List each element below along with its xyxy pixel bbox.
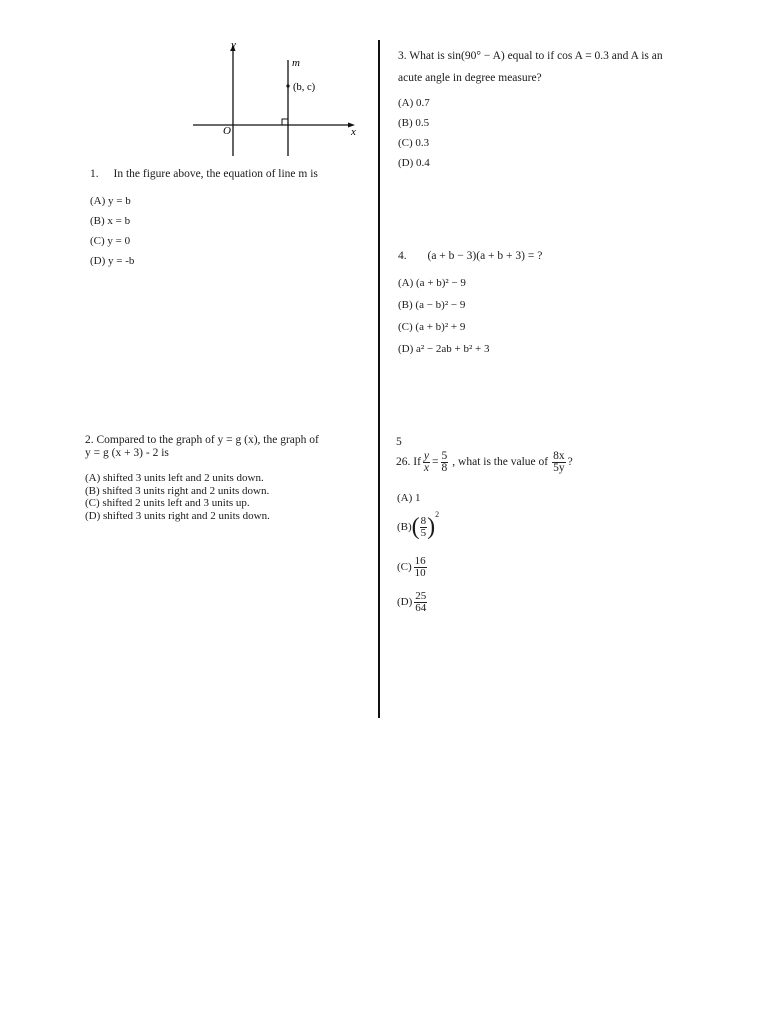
q2-line-2: y = g (x + 3) - 2 is xyxy=(85,447,169,459)
q4-number: 4. xyxy=(398,250,407,262)
q3-option-d[interactable]: (D) 0.4 xyxy=(398,157,430,169)
q3-stem xyxy=(398,45,663,89)
q26-option-d-fraction: $\frac{25}{64}$ xyxy=(415,589,427,614)
q26-option-d[interactable]: (D) $\frac{25}{64}$ xyxy=(397,589,427,614)
q3-option-a[interactable]: (A) 0.7 xyxy=(398,97,430,109)
q26-option-c-fraction: $\frac{16}{10}$ xyxy=(414,554,426,579)
q1-text: In the figure above, the equation of line m is xyxy=(113,168,318,180)
q26-option-c[interactable]: (C) $\frac{16}{10}$ xyxy=(397,554,426,579)
x-label: x xyxy=(351,126,356,138)
coordinate-figure xyxy=(185,38,365,163)
q26-lead: 26. If xyxy=(396,456,421,468)
q26-mid-text: , what is the value of xyxy=(452,456,549,468)
q26-option-a[interactable]: (A) 1 xyxy=(397,492,421,504)
q26-question-mark: ? xyxy=(567,456,573,468)
y-label: y xyxy=(231,39,236,51)
q4-expression: (a + b − 3)(a + b + 3) = ? xyxy=(427,250,543,262)
q1-options xyxy=(90,191,134,271)
q3-options xyxy=(398,93,430,173)
column-divider xyxy=(378,40,380,718)
q1-option-a[interactable]: (A) y = b xyxy=(90,195,131,207)
origin-label: O xyxy=(223,125,231,137)
point-b-c xyxy=(286,84,289,87)
point-label: (b, c) xyxy=(293,82,316,93)
q1-option-d[interactable]: (D) y = -b xyxy=(90,255,135,267)
q2-option-a[interactable]: (A) shifted 3 units left and 2 units down. xyxy=(85,472,264,484)
q2-option-b[interactable]: (B) shifted 3 units right and 2 units down. xyxy=(85,484,270,497)
q4-option-b[interactable]: (B) (a − b)² − 9 xyxy=(398,299,466,311)
q2-line-1: 2. Compared to the graph of y = g (x), the graph of xyxy=(85,434,319,446)
q26-fraction-5-over-8: $\frac{5}{8}$ xyxy=(441,449,448,474)
q1-option-b[interactable]: (B) x = b xyxy=(90,215,131,227)
q3-option-b[interactable]: (B) 0.5 xyxy=(398,117,430,129)
q2-option-d[interactable]: (D) shifted 3 units right and 2 units down. xyxy=(85,509,270,522)
q1-number: 1. xyxy=(90,168,99,180)
q2-stem xyxy=(85,434,319,460)
q4-options xyxy=(398,272,490,360)
q4-stem xyxy=(398,250,542,262)
q3-line-1: 3. What is sin(90° − A) equal to if cos A = 0.3 and A is an xyxy=(398,50,663,62)
q26-equals: = xyxy=(432,456,439,468)
q4-option-d[interactable]: (D) a² − 2ab + b² + 3 xyxy=(398,343,490,355)
q3-option-c[interactable]: (C) 0.3 xyxy=(398,137,430,149)
right-angle-marker xyxy=(282,119,288,125)
q1-stem xyxy=(90,168,318,180)
q26-fraction-8x-over-5y: $\frac{8x}{5y}$ xyxy=(553,449,565,474)
q26-option-b-fraction: $\frac{8}{5}$ xyxy=(420,514,427,539)
q26-stray-number: 5 xyxy=(396,436,402,448)
q4-option-c[interactable]: (C) (a + b)² + 9 xyxy=(398,321,466,333)
q4-option-a[interactable]: (A) (a + b)² − 9 xyxy=(398,277,466,289)
q1-option-c[interactable]: (C) y = 0 xyxy=(90,235,131,247)
q26-stem xyxy=(396,445,573,479)
q2-option-c[interactable]: (C) shifted 2 units left and 3 units up. xyxy=(85,497,250,509)
line-m-label: m xyxy=(292,57,300,69)
q2-options xyxy=(85,472,270,522)
q3-line-2: acute angle in degree measure? xyxy=(398,72,542,84)
q26-option-b[interactable]: (B) ( $\frac{8}{5}$ ) $^2$ xyxy=(397,510,440,540)
q26-fraction-y-over-x: $\frac{y}{x}$ xyxy=(423,449,430,474)
